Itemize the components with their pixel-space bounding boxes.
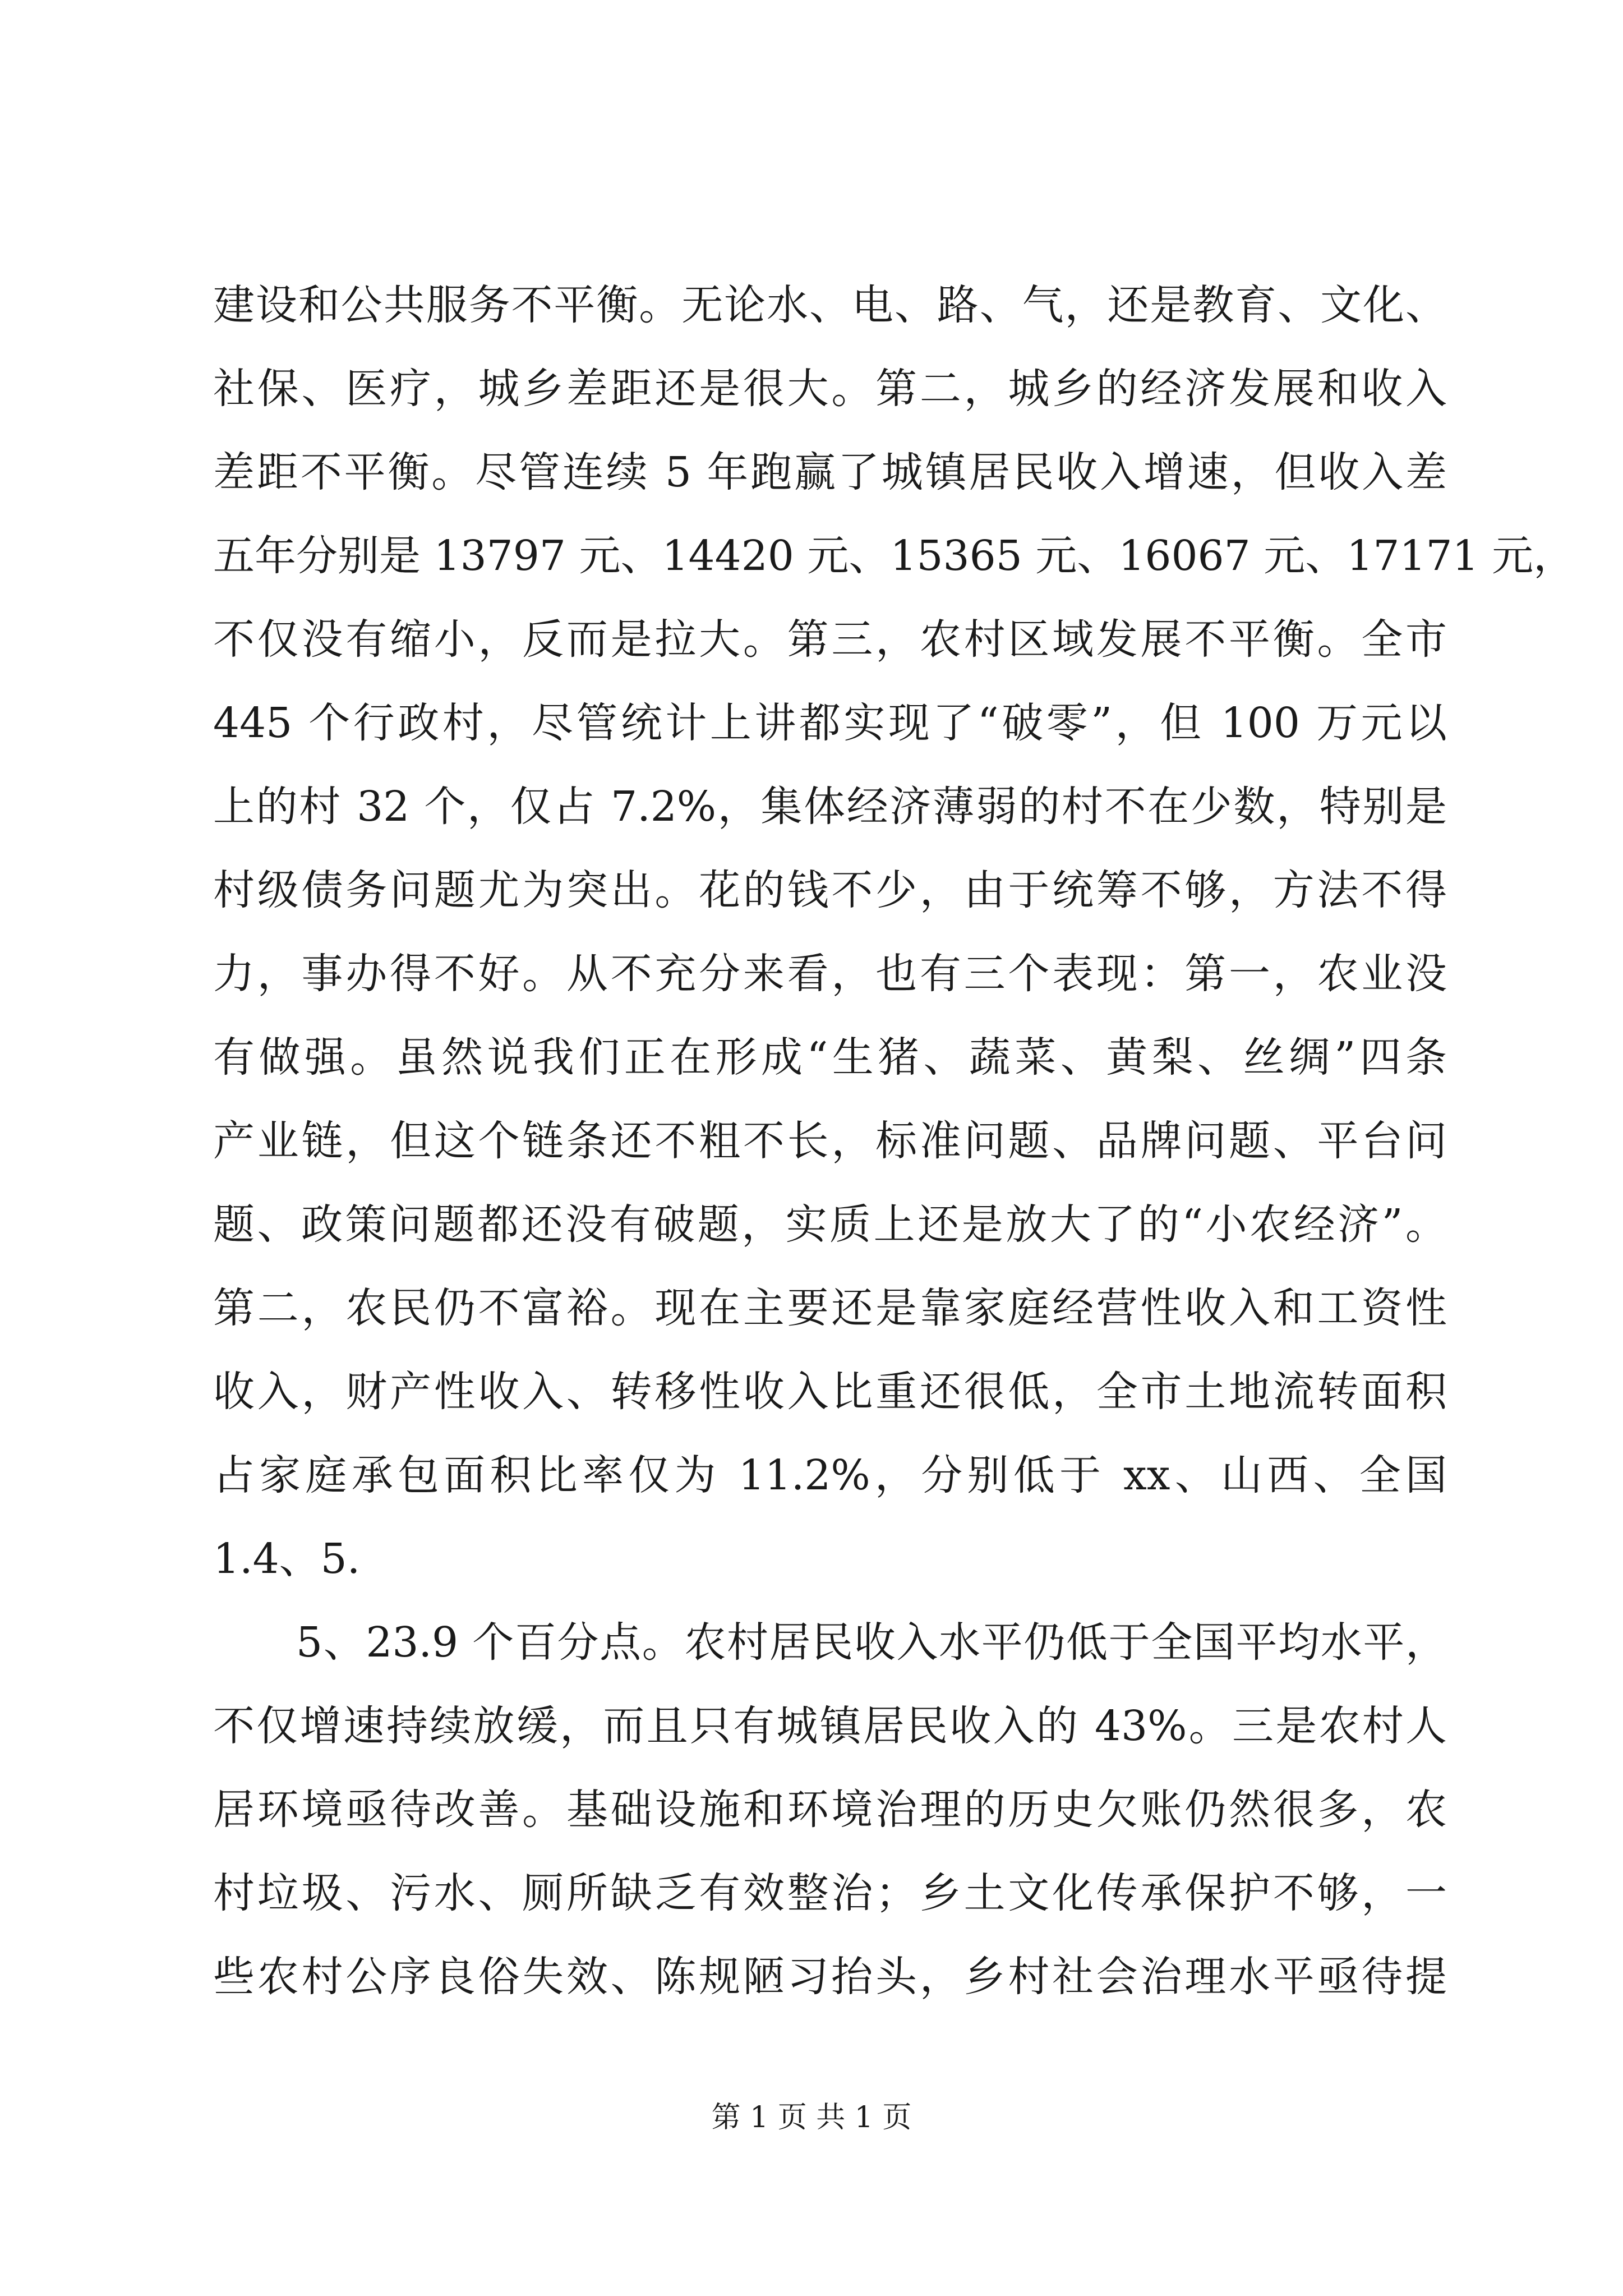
text-line: 村垃圾、污水、厕所缺乏有效整治；乡土文化传承保护不够，一	[213, 1869, 1447, 1917]
page-footer: 第 1 页 共 1 页	[711, 2101, 912, 2134]
text-line: 村级债务问题尤为突出。花的钱不少，由于统筹不够，方法不得	[213, 866, 1447, 914]
text-line: 5、23.9 个百分点。农村居民收入水平仍低于全国平均水平，	[296, 1618, 1447, 1667]
text-line: 产业链，但这个链条还不粗不长，标准问题、品牌问题、平台问	[213, 1117, 1447, 1165]
text-line: 五年分别是 13797 元、14420 元、15365 元、16067 元、17171 元，	[213, 532, 1575, 580]
text-line: 题、政策问题都还没有破题，实质上还是放大了的“小农经济”。	[213, 1200, 1447, 1249]
text-line: 445 个行政村，尽管统计上讲都实现了“破零”，但 100 万元以	[213, 699, 1447, 747]
text-line: 有做强。虽然说我们正在形成“生猪、蔬菜、黄梨、丝绸”四条	[213, 1033, 1447, 1082]
text-line: 收入，财产性收入、转移性收入比重还很低，全市土地流转面积	[213, 1368, 1447, 1416]
text-line: 1.4、5.	[213, 1535, 361, 1583]
text-line: 差距不平衡。尽管连续 5 年跑赢了城镇居民收入增速，但收入差	[213, 448, 1447, 496]
body-text	[213, 264, 1575, 2019]
text-line: 不仅没有缩小，反而是拉大。第三，农村区域发展不平衡。全市	[213, 615, 1447, 664]
text-line: 第二，农民仍不富裕。现在主要还是靠家庭经营性收入和工资性	[213, 1284, 1447, 1332]
text-line: 建设和公共服务不平衡。无论水、电、路、气，还是教育、文化、	[213, 281, 1447, 329]
text-line: 上的村 32 个，仅占 7.2%，集体经济薄弱的村不在少数，特别是	[213, 783, 1447, 831]
text-line: 力，事办得不好。从不充分来看，也有三个表现：第一，农业没	[213, 950, 1447, 998]
text-line: 社保、医疗，城乡差距还是很大。第二，城乡的经济发展和收入	[213, 365, 1447, 413]
text-line: 居环境亟待改善。基础设施和环境治理的历史欠账仍然很多，农	[213, 1786, 1447, 1834]
text-line: 不仅增速持续放缓，而且只有城镇居民收入的 43%。三是农村人	[213, 1702, 1447, 1750]
text-line: 些农村公序良俗失效、陈规陋习抬头，乡村社会治理水平亟待提	[213, 1953, 1447, 2001]
text-line: 占家庭承包面积比率仅为 11.2%，分别低于 xx、山西、全国	[213, 1451, 1447, 1499]
